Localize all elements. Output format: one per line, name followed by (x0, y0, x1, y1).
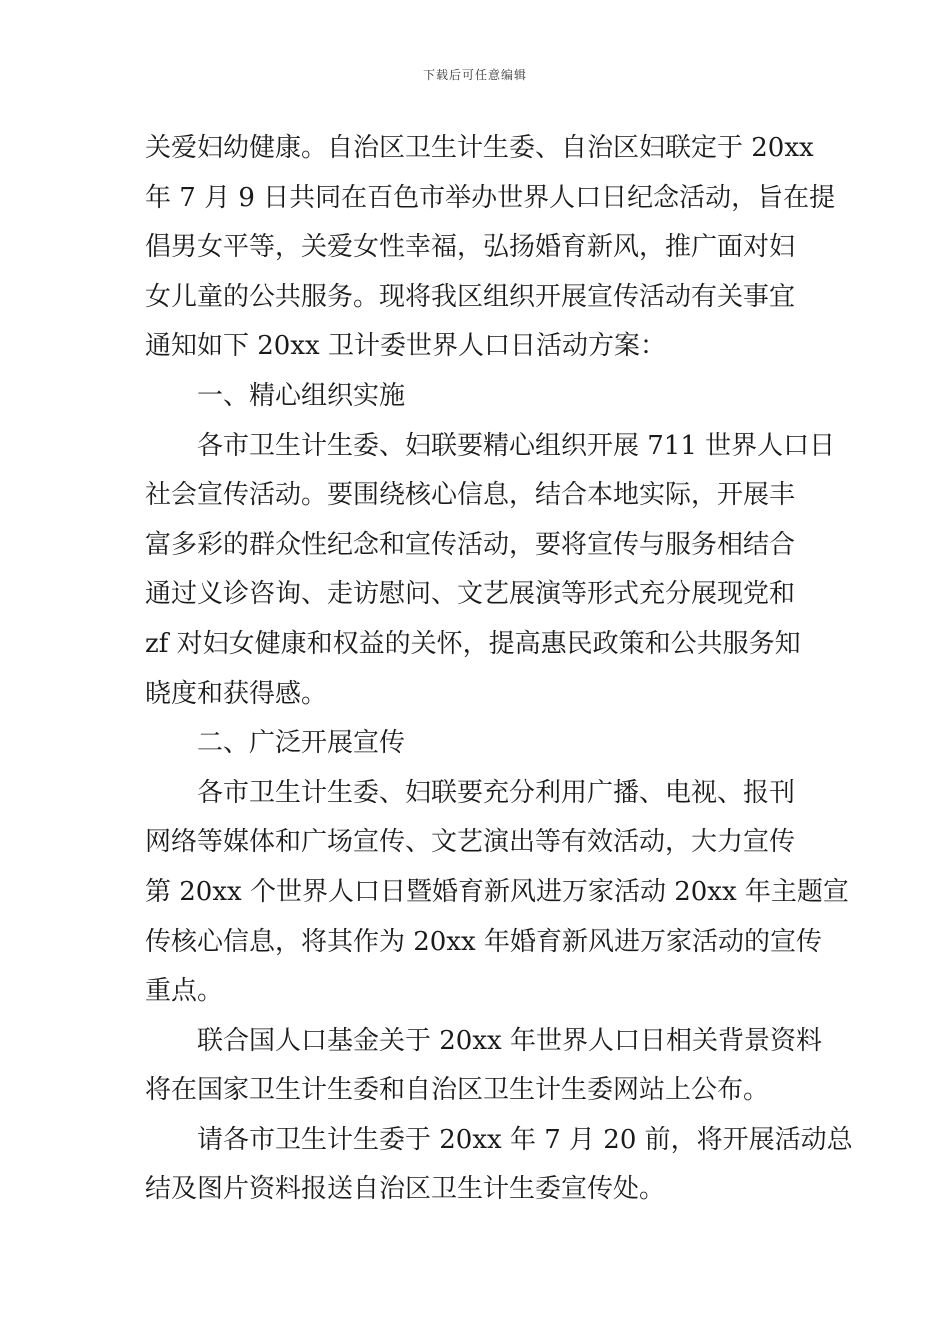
text-line: 富多彩的群众性纪念和宣传活动，要将宣传与服务相结合 (145, 529, 796, 560)
text-line: 通过义诊咨询、走访慰问、文艺展演等形式充分展现党和 (145, 579, 796, 610)
text-line: 请各市卫生计生委于 20xx 年 7 月 20 前，将开展活动总 (197, 1124, 853, 1155)
text-line: 通知如下 20xx 卫计委世界人口日活动方案： (145, 331, 666, 362)
text-line: 晓度和获得感。 (145, 678, 328, 709)
text-line: 传核心信息，将其作为 20xx 年婚育新风进万家活动的宣传 (145, 926, 822, 957)
text-line: 重点。 (145, 976, 224, 1007)
section-heading: 一、精心组织实施 (197, 380, 406, 411)
text-line: zf 对妇女健康和权益的关怀，提高惠民政策和公共服务知 (145, 628, 801, 659)
document-body (145, 124, 853, 1215)
page-header-note: 下载后可任意编辑 (422, 68, 527, 82)
text-line: 各市卫生计生委、妇联要充分利用广播、电视、报刊 (197, 777, 796, 808)
text-line: 各市卫生计生委、妇联要精心组织开展 711 世界人口日 (197, 430, 836, 461)
text-line: 联合国人口基金关于 20xx 年世界人口日相关背景资料 (197, 1025, 822, 1056)
section-heading: 二、广泛开展宣传 (197, 728, 406, 759)
text-line: 关爱妇幼健康。自治区卫生计生委、自治区妇联定于 20xx (145, 133, 814, 163)
text-line: 女儿童的公共服务。现将我区组织开展宣传活动有关事宜 (145, 281, 796, 312)
text-line: 结及图片资料报送自治区卫生计生委宣传处。 (145, 1174, 666, 1205)
text-line: 倡男女平等，关爱女性幸福，弘扬婚育新风，推广面对妇 (145, 232, 796, 263)
text-line: 年 7 月 9 日共同在百色市举办世界人口日纪念活动，旨在提 (145, 182, 836, 213)
text-line: 社会宣传活动。要围绕核心信息，结合本地实际，开展丰 (145, 480, 796, 511)
text-line: 网络等媒体和广场宣传、文艺演出等有效活动，大力宣传 (145, 827, 796, 858)
text-line: 将在国家卫生计生委和自治区卫生计生委网站上公布。 (145, 1075, 770, 1106)
text-line: 第 20xx 个世界人口日暨婚育新风进万家活动 20xx 年主题宣 (145, 876, 849, 907)
